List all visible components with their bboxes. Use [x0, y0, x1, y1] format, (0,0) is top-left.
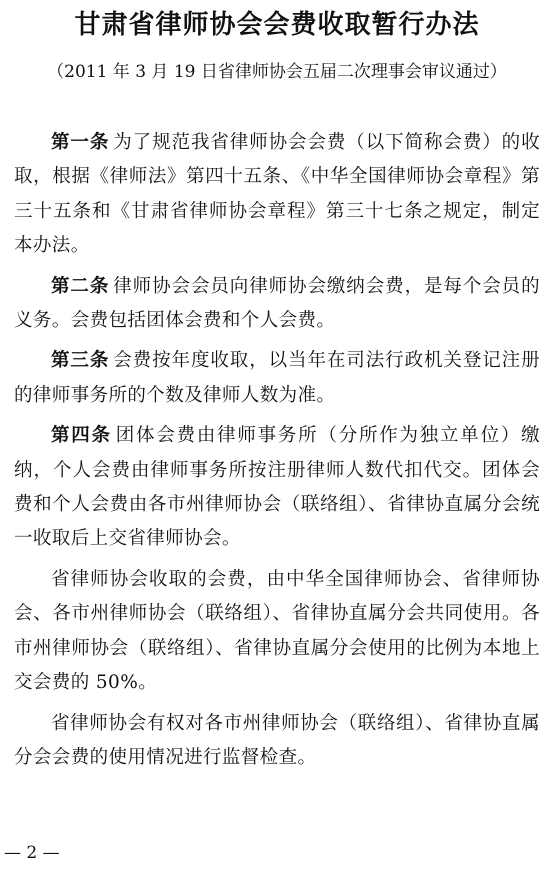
- article-1: [14, 126, 540, 264]
- document-body: [14, 126, 540, 781]
- article-text: 律师协会会员向律师协会缴纳会费，是每个会员的义务。会费包括团体会费和个人会费。: [14, 275, 540, 332]
- article-4: [14, 419, 540, 557]
- article-2: [14, 270, 540, 339]
- article-label: 第三条: [51, 350, 110, 372]
- article-text: 为了规范我省律师协会会费（以下简称会费）的收取，根据《律师法》第四十五条、《中华全国律师协会章程》第三十五条和《甘肃省律师协会章程》第三十七条之规定，制定本办法。: [14, 132, 540, 257]
- paragraph-fee-usage: 省律师协会收取的会费，由中华全国律师协会、省律师协会、各市州律师协会（联络组）、省律协直属分会共同使用。各市州律师协会（联络组）、省律协直属分会使用的比例为本地上交会费的 50%。: [14, 568, 540, 694]
- article-3: [14, 344, 540, 413]
- document-title: 甘肃省律师协会会费收取暂行办法: [74, 10, 480, 40]
- article-text: 团体会费由律师事务所（分所作为独立单位）缴纳，个人会费由律师事务所按注册律师人数代扣代交。团体会费和个人会费由各市州律师协会（联络组）、省律协直属分会统一收取后上交省律师协会。: [14, 425, 540, 550]
- article-label: 第二条: [51, 275, 110, 297]
- document-subtitle: （2011 年 3 月 19 日省律师协会五届二次理事会审议通过）: [47, 62, 507, 82]
- paragraph-supervision: 省律师协会有权对各市州律师协会（联络组）、省律协直属分会会费的使用情况进行监督检查。: [14, 712, 540, 768]
- article-label: 第四条: [51, 425, 112, 447]
- article-label: 第一条: [51, 132, 110, 153]
- page-number: — 2 —: [4, 843, 60, 863]
- article-text: 会费按年度收取，以当年在司法行政机关登记注册的律师事务所的个数及律师人数为准。: [14, 350, 540, 406]
